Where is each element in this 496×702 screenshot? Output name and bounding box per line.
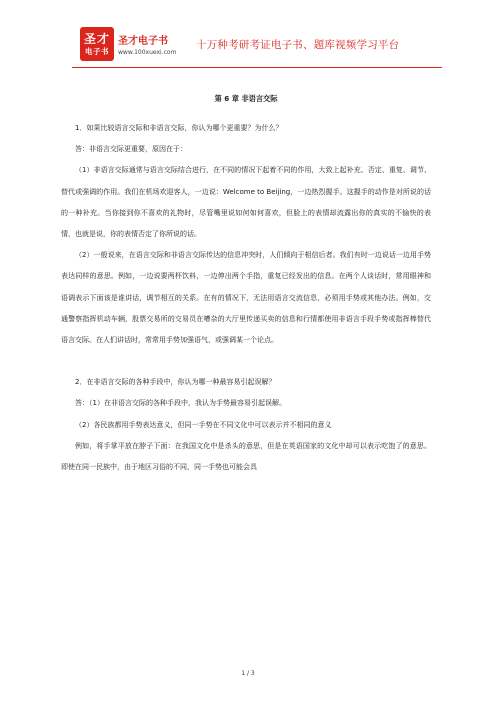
question-1: 1．如果比较语言交际和非语言交际，你认为哪个更重要？为什么？ xyxy=(75,124,283,132)
logo-text-line1: 圣才 xyxy=(83,31,110,46)
answer-1-intro: 答：非语言交际更重要，原因在于： xyxy=(75,145,187,154)
header-slogan: 十万种考研考证电子书、题库视频学习平台 xyxy=(196,39,400,51)
answer-2-example: 例如，将手掌平放在脖子下面：在我国文化中是杀头的意思，但是在英语国家的文化中却可以表示吃饱了的意思。即使在同一民族中，由于地区习俗的不同，同一手势也可能会具 xyxy=(61,441,431,472)
logo-text-line2: 电子书 xyxy=(85,46,109,56)
chapter-title: 第 6 章 非语言交际 xyxy=(214,94,278,103)
brand-block xyxy=(118,32,176,56)
answer-2-point-1: 答：（1）在非语言交际的各种手段中，我认为手势最容易引起误解。 xyxy=(75,399,286,408)
page-number: 1 / 3 xyxy=(241,670,255,677)
header-divider xyxy=(72,67,442,68)
answer-2-point-2: （2）各民族都用手势表达意义，但同一手势在不同文化中可以表示并不相同的意义 xyxy=(75,420,332,429)
document-body xyxy=(61,94,431,478)
brand-name: 圣才电子书 xyxy=(118,36,168,47)
page-header xyxy=(72,24,442,64)
answer-1-point-1: （1）非语言交际通常与语言交际结合进行，在不同的情况下起着不同的作用，大致上起补充、否定、重复、调节、替代或强调的作用。我们在机场欢迎客人，一边说：Welcome to Beijing，一边热烈握手。这握手的动作是对所说的话的一种补充。当你接到你不喜欢的礼物时，尽管嘴里说如何如何喜欢，但脸上的表情却流露出你的真实的不愉快的表情，也就是说，你的表情否定了你所说的话。 xyxy=(61,166,431,239)
shengcai-logo xyxy=(80,27,114,61)
paragraph-gap xyxy=(61,351,431,372)
brand-url: www.100xuexi.com xyxy=(118,49,177,56)
answer-1-point-2: （2）一般说来，在语言交际和非语言交际传达的信息冲突时，人们倾向于相信后者。我们有时一边说话一边用手势表达同样的意思。例如，一边说要两杯饮料，一边伸出两个手指，重复已经发出的信息。在两个人谈话时，常用眼神和语调表示下面该是谁讲话，调节相互的关系。在有的情况下，无法用语言交流信息，必须用手势或其他办法。例如，交通警察指挥机动车辆，股票交易所的交易员在嘈杂的大厅里传递买卖的信息和行情都使用非语言手段手势或指挥棒替代语言交际。在人们讲话时，常常用手势加强语气，或强调某一个论点。 xyxy=(61,251,431,345)
question-2: 2．在非语言交际的各种手段中，你认为哪一种最容易引起误解？ xyxy=(75,378,276,387)
